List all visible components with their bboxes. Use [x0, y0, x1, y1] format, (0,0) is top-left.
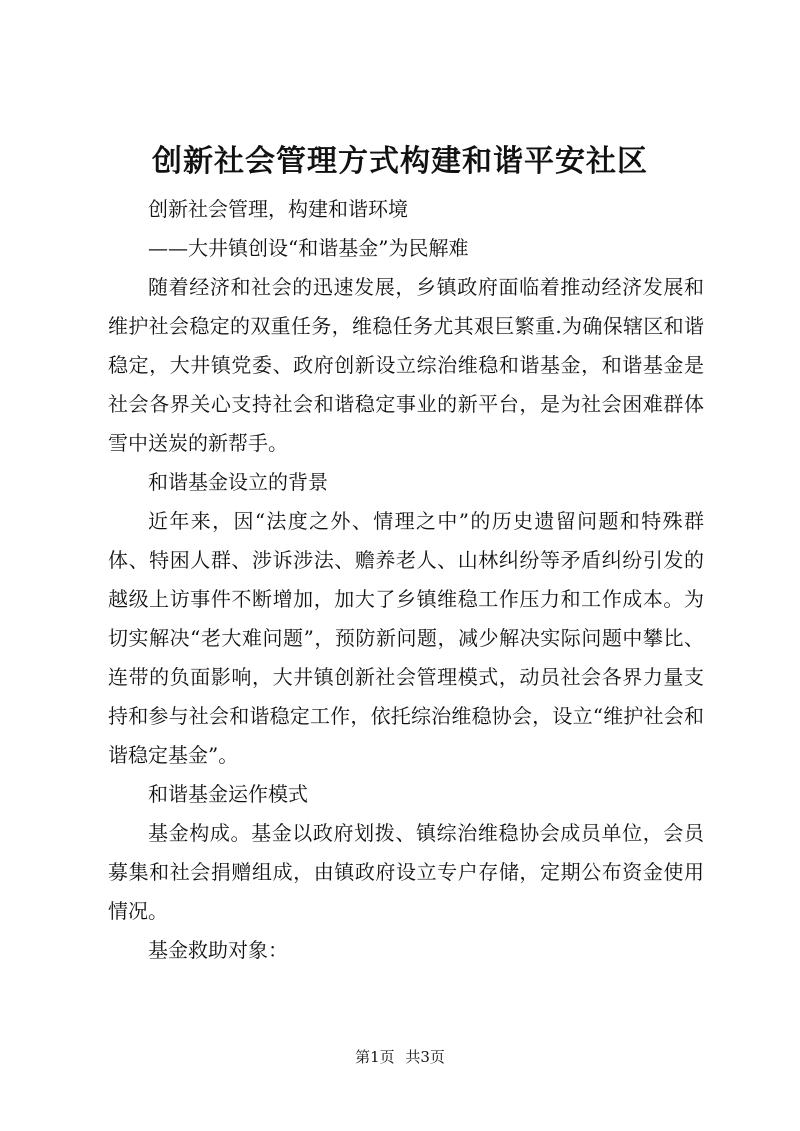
paragraph-fund-composition: 基金构成。基金以政府划拨、镇综治维稳协会成员单位，会员募集和社会捐赠组成，由镇政府设立专户存储，定期公布资金使用情况。 [108, 821, 704, 923]
document-body [108, 190, 704, 970]
paragraph-fund-recipients: 基金救助对象： [148, 938, 288, 962]
page-footer: 第1页 共3页 [355, 1048, 445, 1066]
section-heading-background: 和谐基金设立的背景 [148, 470, 328, 494]
section-heading-operation: 和谐基金运作模式 [148, 782, 308, 806]
paragraph-background: 近年来，因“法度之外、情理之中”的历史遗留问题和特殊群体、特困人群、涉诉涉法、赡养老人、山林纠纷等矛盾纠纷引发的越级上访事件不断增加，加大了乡镇维稳工作压力和工作成本。为切实解决“老大难问题”，预防新问题，减少解决实际问题中攀比、连带的负面影响，大井镇创新社会管理模式，动员社会各界力量支持和参与社会和谐稳定工作，依托综治维稳协会，设立“维护社会和谐稳定基金”。 [108, 509, 704, 767]
paragraph-subtitle: 创新社会管理，构建和谐环境 [148, 197, 408, 221]
document-title: 创新社会管理方式构建和谐平安社区 [152, 144, 648, 179]
paragraph-intro: 随着经济和社会的迅速发展，乡镇政府面临着推动经济发展和维护社会稳定的双重任务，维稳任务尤其艰巨繁重.为确保辖区和谐稳定，大井镇党委、政府创新设立综治维稳和谐基金，和谐基金是社会各界关心支持社会和谐稳定事业的新平台，是为社会困难群体雪中送炭的新帮手。 [108, 275, 704, 455]
paragraph-subheading: ——大井镇创设“和谐基金”为民解难 [148, 236, 469, 260]
